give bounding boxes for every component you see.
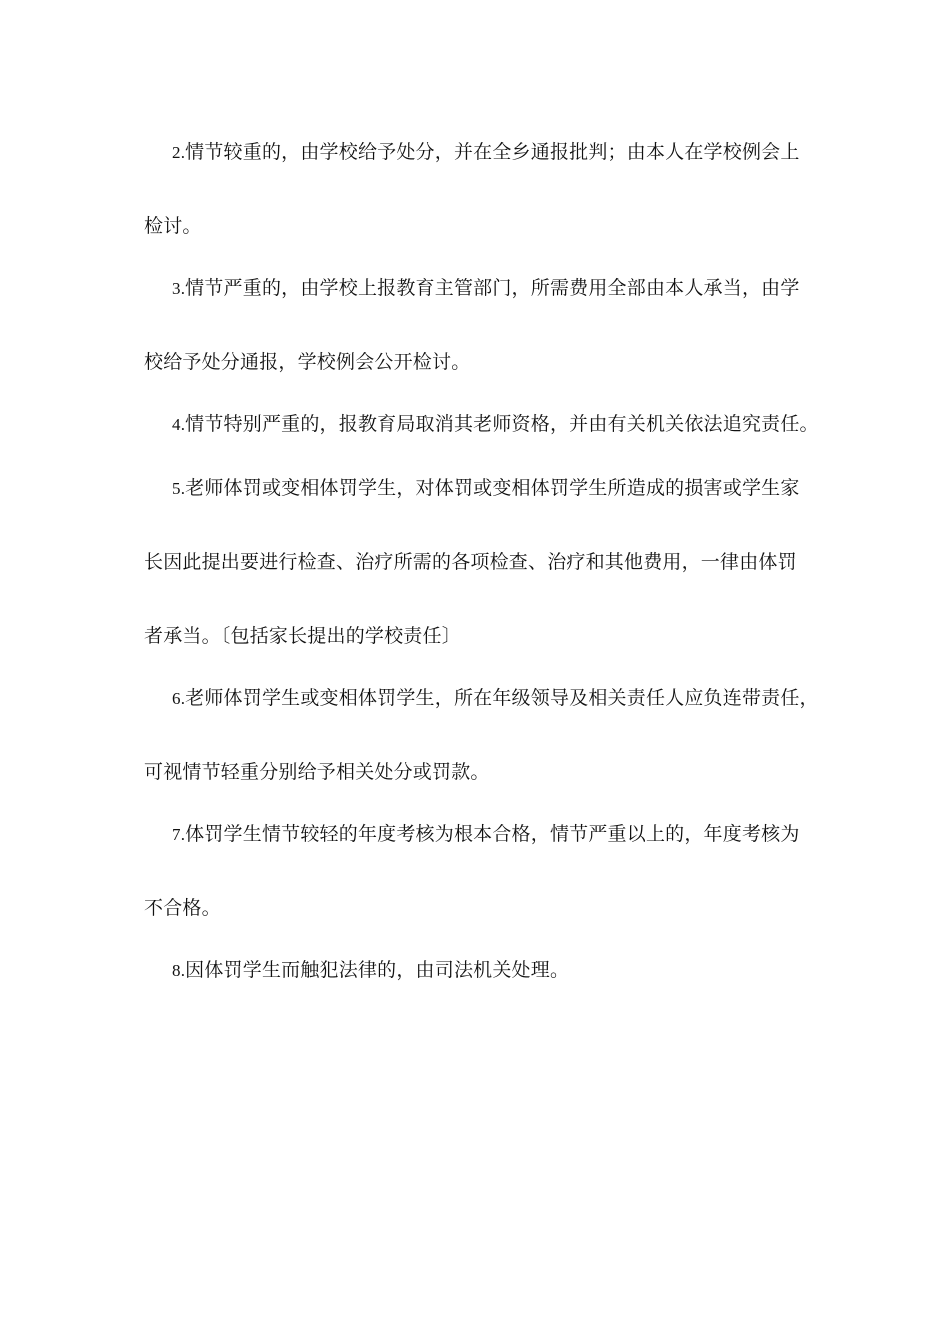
item-number: 4. (172, 415, 186, 434)
item-6-line-1 (172, 686, 819, 711)
item-5-line-1 (172, 476, 800, 501)
item-text: 情节特别严重的，报教育局取消其老师资格，并由有关机关依法追究责任。 (185, 413, 819, 435)
item-number: 6. (172, 689, 186, 708)
item-4-line-1 (172, 412, 819, 437)
item-text: 老师体罚学生或变相体罚学生，所在年级领导及相关责任人应负连带责任， (185, 687, 819, 709)
item-number: 7. (172, 825, 186, 844)
item-text: 老师体罚或变相体罚学生，对体罚或变相体罚学生所造成的损害或学生家 (185, 477, 800, 499)
item-text: 不合格。 (144, 897, 221, 919)
item-number: 3. (172, 279, 186, 298)
item-3-line-1 (172, 276, 800, 301)
item-7-line-2 (144, 896, 221, 920)
item-text: 者承当。〔包括家长提出的学校责任〕 (144, 625, 461, 647)
item-5-line-2 (144, 550, 797, 574)
item-text: 因体罚学生而触犯法律的，由司法机关处理。 (185, 959, 570, 981)
item-text: 情节较重的，由学校给予处分，并在全乡通报批判；由本人在学校例会上 (185, 141, 800, 163)
item-text: 长因此提出要进行检查、治疗所需的各项检查、治疗和其他费用，一律由体罚 (144, 551, 797, 573)
item-number: 8. (172, 961, 186, 980)
item-text: 可视情节轻重分别给予相关处分或罚款。 (144, 761, 490, 783)
item-2-line-1 (172, 140, 800, 165)
item-7-line-1 (172, 822, 800, 847)
item-8-line-1 (172, 958, 569, 983)
item-2-line-2 (144, 214, 202, 238)
item-6-line-2 (144, 760, 490, 784)
item-number: 5. (172, 479, 186, 498)
item-3-line-2 (144, 350, 470, 374)
item-text: 校给予处分通报，学校例会公开检讨。 (144, 351, 471, 373)
item-number: 2. (172, 143, 186, 162)
item-5-line-3 (144, 624, 461, 648)
item-text: 情节严重的，由学校上报教育主管部门，所需费用全部由本人承当，由学 (185, 277, 800, 299)
item-text: 体罚学生情节较轻的年度考核为根本合格，情节严重以上的，年度考核为 (185, 823, 800, 845)
item-text: 检讨。 (144, 215, 202, 237)
